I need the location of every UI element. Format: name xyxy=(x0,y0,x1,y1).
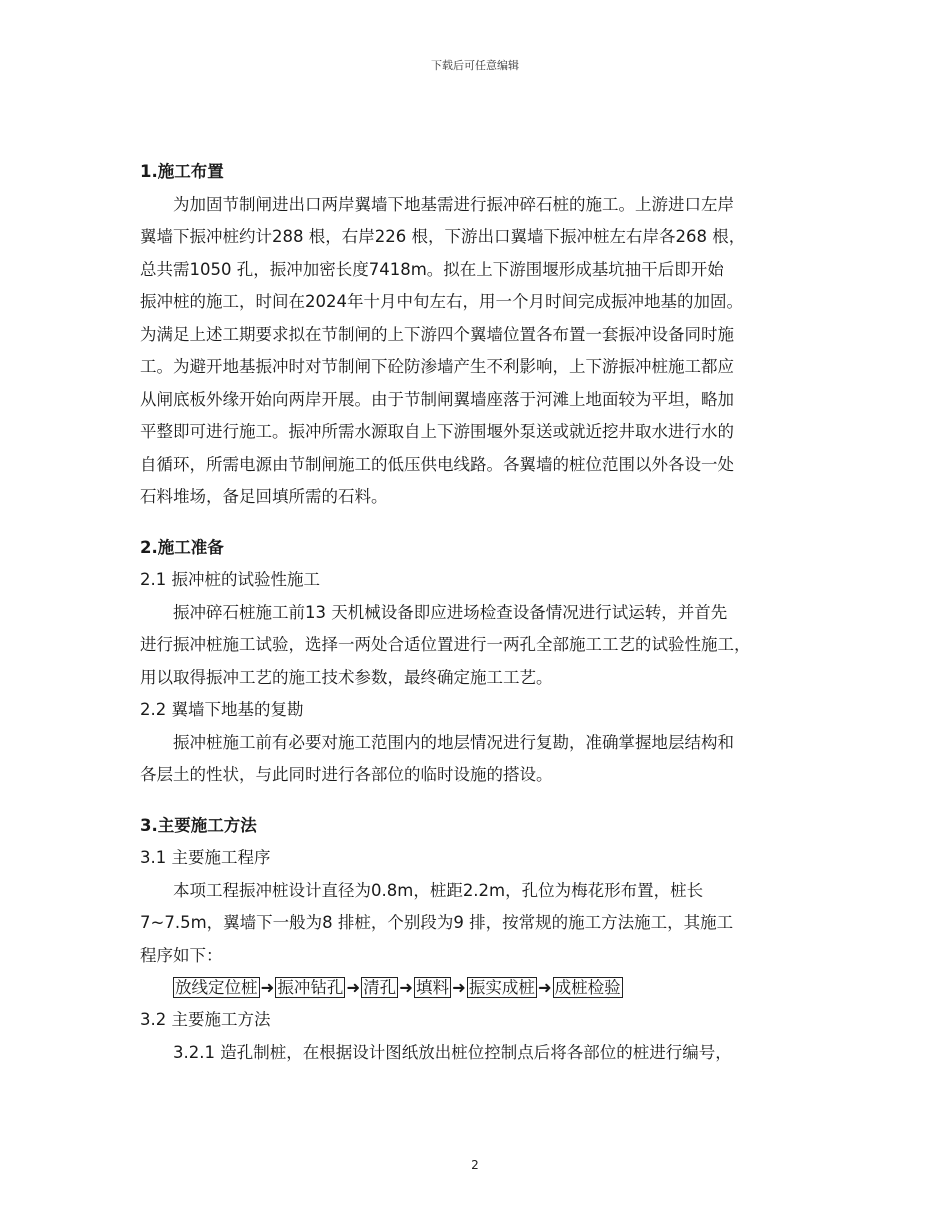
page-header: 下载后可任意编辑 xyxy=(431,59,519,72)
arrow-icon: ➜ xyxy=(260,978,275,997)
subsection-heading: 3.2 主要施工方法 xyxy=(140,1010,271,1029)
flow-step: 放线定位桩 xyxy=(175,978,258,997)
paragraph-line: 为满足上述工期要求拟在节制闸的上下游四个翼墙位置各布置一套振冲设备同时施 xyxy=(140,324,734,344)
flow-step: 成桩检验 xyxy=(554,978,621,997)
paragraph-line: 3.2.1 造孔制桩，在根据设计图纸放出桩位控制点后将各部位的桩进行编号， xyxy=(173,1042,732,1062)
subsection-heading: 2.1 振冲桩的试验性施工 xyxy=(140,570,320,589)
paragraph-line: 工。为避开地基振冲时对节制闸下砼防渗墙产生不利影响，上下游振冲桩施工都应 xyxy=(140,357,734,376)
paragraph-line: 平整即可进行施工。振冲所需水源取自上下游围堰外泵送或就近挖井取水进行水的 xyxy=(140,422,734,441)
arrow-icon: ➜ xyxy=(537,978,552,997)
section-heading: 2.施工准备 xyxy=(140,537,224,557)
section-heading: 1.施工布置 xyxy=(140,162,224,181)
document-body xyxy=(140,156,820,1069)
paragraph-line: 从闸底板外缘开始向两岸开展。由于节制闸翼墙座落于河滩上地面较为平坦，略加 xyxy=(140,389,734,409)
page-number: 2 xyxy=(471,1158,479,1172)
section-heading: 3.主要施工方法 xyxy=(140,815,257,835)
paragraph-line: 用以取得振冲工艺的施工技术参数，最终确定施工工艺。 xyxy=(140,667,553,687)
flow-step: 振实成桩 xyxy=(468,978,535,997)
paragraph-line: 自循环，所需电源由节制闸施工的低压供电线路。各翼墙的桩位范围以外各设一处 xyxy=(140,454,734,474)
subsection-heading: 2.2 翼墙下地基的复勘 xyxy=(140,700,304,719)
paragraph-line: 程序如下： xyxy=(140,945,223,965)
arrow-icon: ➜ xyxy=(346,978,361,997)
arrow-icon: ➜ xyxy=(451,978,466,997)
paragraph-line: 7~7.5m，翼墙下一般为8 排桩，个别段为9 排，按常规的施工方法施工，其施工 xyxy=(140,913,734,932)
paragraph-line: 本项工程振冲桩设计直径为0.8m，桩距2.2m，孔位为梅花形布置，桩长 xyxy=(173,880,704,900)
paragraph-line: 石料堆场，备足回填所需的石料。 xyxy=(140,487,388,506)
flow-step: 清孔 xyxy=(363,978,397,997)
paragraph-line: 振冲桩的施工，时间在2024年十月中旬左右，用一个月时间完成振冲地基的加固。 xyxy=(140,292,743,311)
arrow-icon: ➜ xyxy=(399,978,413,997)
flow-step: 振冲钻孔 xyxy=(277,978,344,997)
paragraph-line: 振冲碎石桩施工前13 天机械设备即应进场检查设备情况进行试运转，并首先 xyxy=(173,602,728,622)
paragraph-line: 振冲桩施工前有必要对施工范围内的地层情况进行复勘，准确掌握地层结构和 xyxy=(173,732,734,752)
paragraph-line: 总共需1050 孔，振冲加密长度7418m。拟在上下游围堰形成基坑抽干后即开始 xyxy=(140,259,724,279)
flow-step: 填料 xyxy=(415,978,449,997)
process-flow xyxy=(140,972,820,1004)
paragraph-line: 各层土的性状，与此同时进行各部位的临时设施的搭设。 xyxy=(140,765,553,784)
paragraph-line: 翼墙下振冲桩约计288 根，右岸226 根，下游出口翼墙下振冲桩左右岸各268 根， xyxy=(140,227,746,246)
paragraph-line: 进行振冲桩施工试验，选择一两处合适位置进行一两孔全部施工工艺的试验性施工， xyxy=(140,635,751,654)
subsection-heading: 3.1 主要施工程序 xyxy=(140,848,271,867)
paragraph-line: 为加固节制闸进出口两岸翼墙下地基需进行振冲碎石桩的施工。上游进口左岸 xyxy=(173,194,734,214)
